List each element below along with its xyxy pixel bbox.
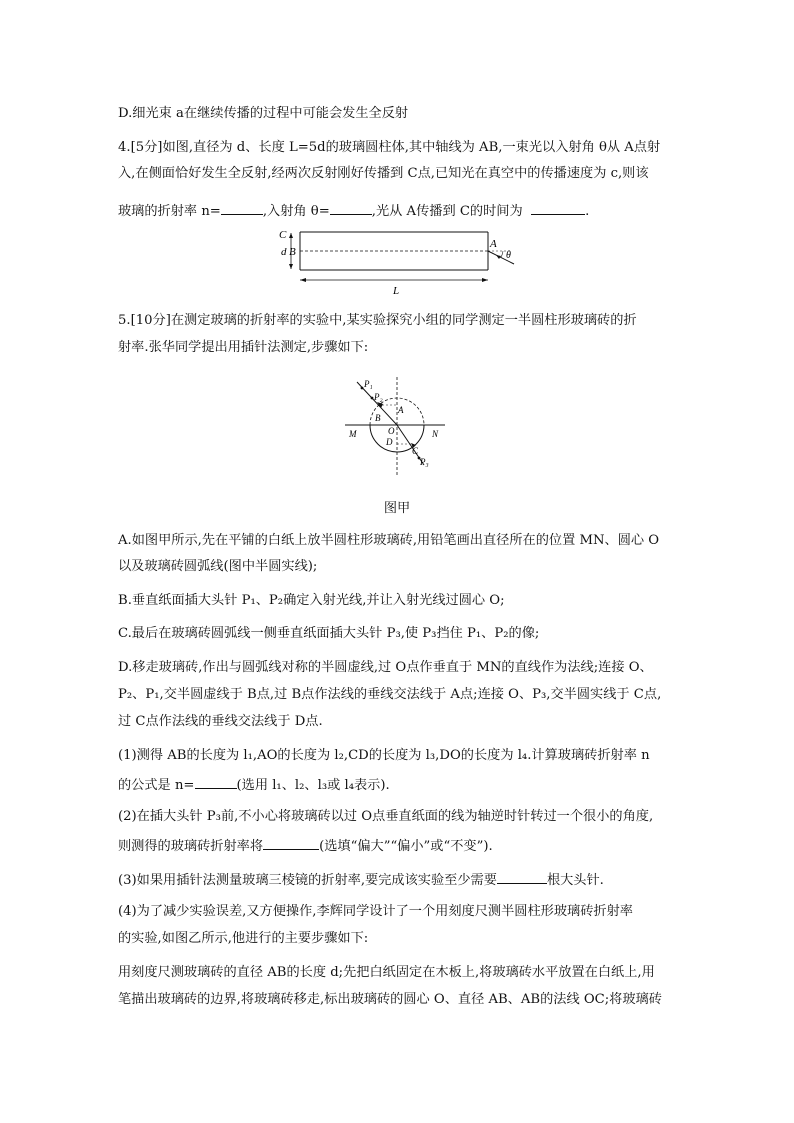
label-P1: P₁ bbox=[364, 379, 373, 389]
label-N: N bbox=[432, 429, 439, 439]
line-20: 的实验,如图乙所示,他进行的主要步骤如下: bbox=[118, 931, 369, 946]
figure-glass-cylinder bbox=[0, 224, 794, 304]
label-A: A bbox=[490, 238, 497, 250]
blank-time[interactable] bbox=[531, 200, 585, 215]
label-A: A bbox=[398, 405, 404, 415]
text-4b: ,入射角 θ= bbox=[262, 204, 330, 219]
text-15a: 的公式是 n= bbox=[118, 778, 195, 793]
pin-p2 bbox=[371, 397, 374, 400]
label-d: d bbox=[281, 246, 287, 258]
line-1: D.细光束 a在继续传播的过程中可能会发生全反射 bbox=[118, 106, 409, 121]
figure-caption: 图甲 bbox=[383, 501, 411, 516]
dim-arrow-top bbox=[289, 233, 293, 238]
label-M: M bbox=[349, 429, 357, 439]
line-3: 入,在侧面恰好发生全反射,经两次反射刚好传播到 C点,已知光在真空中的传播速度为 c,则该 bbox=[118, 166, 649, 181]
line-9: B.垂直纸面插大头针 P₁、P₂确定入射光线,并让入射光线过圆心 O; bbox=[118, 593, 505, 608]
angle-arc bbox=[501, 251, 503, 257]
figure-semicircle bbox=[0, 375, 794, 490]
label-B: B bbox=[289, 246, 296, 258]
line-19: (4)为了减少实验误差,又方便操作,李辉同学设计了一个用刻度尺测半圆柱形玻璃砖折射率 bbox=[118, 904, 633, 919]
text-18a: (3)如果用插针法测量玻璃三棱镜的折射率,要完成该实验至少需要 bbox=[118, 873, 497, 888]
line-22: 笔描出玻璃砖的边界,将玻璃砖移走,标出玻璃砖的圆心 O、直径 AB、AB的法线 OC;将玻璃砖 bbox=[118, 992, 662, 1007]
line-18 bbox=[118, 869, 604, 890]
line-4: 玻璃的折射率 n= ,入射角 θ= ,光从 A传播到 C的时间为 . bbox=[118, 200, 589, 221]
blank-n[interactable] bbox=[221, 200, 263, 215]
line-7: A.如图甲所示,先在平铺的白纸上放半圆柱形玻璃砖,用铅笔画出直径所在的位置 MN、圆心 O bbox=[118, 533, 660, 548]
line-2: 4.[5分]如图,直径为 d、长度 L=5d的玻璃圆柱体,其中轴线为 AB,一束光以入射角 θ从 A点射 bbox=[118, 140, 661, 155]
label-C: C bbox=[412, 446, 419, 456]
blank-theta[interactable] bbox=[330, 200, 372, 215]
line-16: (2)在插大头针 P₃前,不小心将玻璃砖以过 O点垂直纸面的线为轴逆时针转过一个很小的角度, bbox=[118, 809, 654, 824]
text-17a: 则测得的玻璃砖折射率将 bbox=[118, 839, 264, 854]
line-12: P₂、P₁,交半圆虚线于 B点,过 B点作法线的垂线交法线于 A点;连接 O、P₃,交半圆实线于 C点, bbox=[118, 687, 662, 702]
line-8: 以及玻璃砖圆弧线(图中半圆实线); bbox=[118, 559, 318, 574]
len-arrow-right bbox=[482, 278, 488, 282]
label-D: D bbox=[386, 437, 393, 447]
text-4a: 玻璃的折射率 n= bbox=[118, 204, 221, 219]
blank-result[interactable] bbox=[263, 835, 319, 850]
line-13: 过 C点作法线的垂线交法线于 D点. bbox=[118, 714, 323, 729]
line-11: D.移走玻璃砖,作出与圆弧线对称的半圆虚线,过 O点作垂直于 MN的直线作为法线;连接 O、 bbox=[118, 660, 653, 675]
text-15b: (选用 l₁、l₂、l₃或 l₄表示). bbox=[236, 778, 390, 793]
pin-p1 bbox=[361, 387, 364, 390]
label-theta: θ bbox=[506, 250, 511, 261]
text-17b: (选填“偏大”“偏小”或“不变”). bbox=[319, 839, 493, 854]
label-B: B bbox=[375, 413, 381, 423]
line-5: 5.[10分]在测定玻璃的折射率的实验中,某实验探究小组的同学测定一半圆柱形玻璃砖的折 bbox=[118, 313, 637, 328]
text-18b: 根大头针. bbox=[546, 873, 604, 888]
line-15 bbox=[118, 774, 390, 795]
dim-arrow-bottom bbox=[289, 264, 293, 269]
label-P3: P₃ bbox=[420, 457, 429, 467]
len-arrow-left bbox=[300, 278, 306, 282]
line-10: C.最后在玻璃砖圆弧线一侧垂直纸面插大头针 P₃,使 P₃挡住 P₁、P₂的像; bbox=[118, 626, 540, 641]
line-21: 用刻度尺测玻璃砖的直径 AB的长度 d;先把白纸固定在木板上,将玻璃砖水平放置在白纸上,用 bbox=[118, 965, 655, 980]
label-L: L bbox=[393, 285, 400, 297]
line-14: (1)测得 AB的长度为 l₁,AO的长度为 l₂,CD的长度为 l₃,DO的长度为 l₄.计算玻璃砖折射率 n bbox=[118, 748, 650, 763]
label-P2: P₂ bbox=[374, 392, 383, 402]
line-6: 射率.张华同学提出用插针法测定,步骤如下: bbox=[118, 340, 369, 355]
blank-formula[interactable] bbox=[195, 774, 237, 789]
line-17 bbox=[118, 835, 493, 856]
text-4c: ,光从 A传播到 C的时间为 bbox=[371, 204, 523, 219]
blank-pins[interactable] bbox=[497, 869, 547, 884]
label-C: C bbox=[279, 229, 287, 241]
label-O: O bbox=[388, 426, 395, 436]
ray-arrow bbox=[496, 255, 501, 259]
